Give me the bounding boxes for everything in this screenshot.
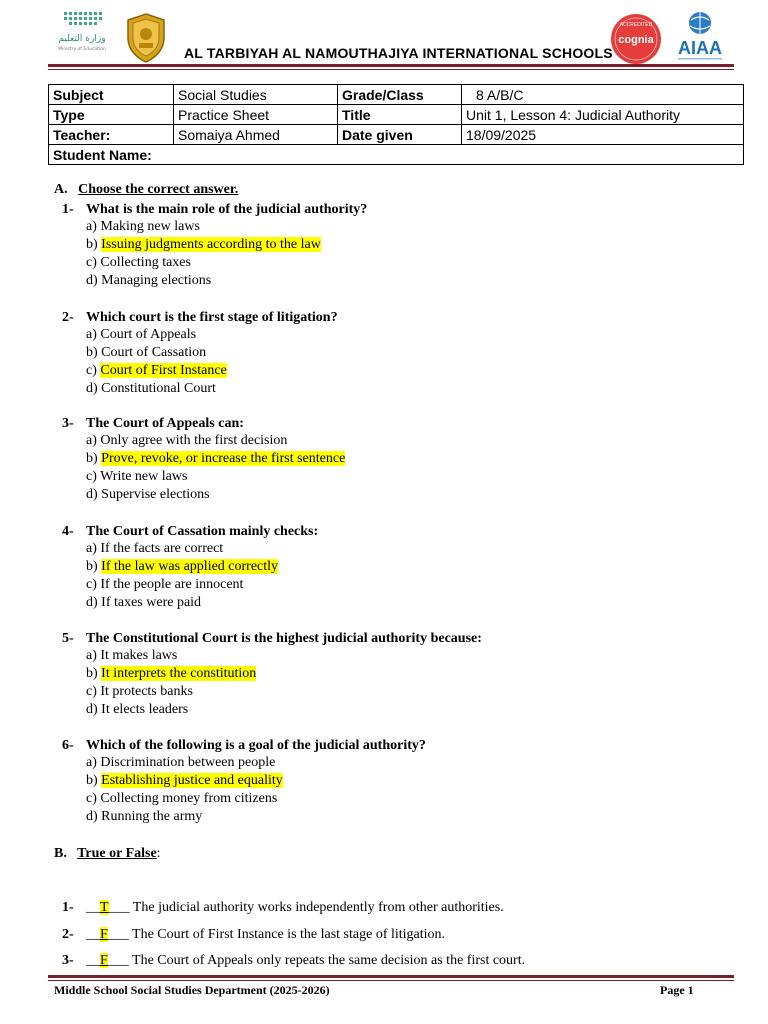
- option-a: a) Only agree with the first decision: [86, 433, 288, 448]
- option-a: a) Making new laws: [86, 219, 200, 234]
- date-value: 18/09/2025: [462, 125, 744, 145]
- option-d: d) If taxes were paid: [86, 595, 202, 610]
- statement-text: The Court of Appeals only repeats the same decision as the first court.: [128, 953, 526, 968]
- option-d: d) Constitutional Court: [86, 381, 216, 396]
- option-b: b) It interprets the constitution: [86, 666, 257, 681]
- question-number: 1-: [62, 202, 74, 217]
- highlighted-answer: T: [100, 900, 109, 915]
- question-4: [62, 524, 742, 612]
- answer-blank-post: ___: [107, 927, 129, 942]
- question-text: What is the main role of the judicial authority?: [86, 202, 368, 217]
- moe-logo-subtext: Ministry of Education: [58, 47, 106, 52]
- option-a: a) It makes laws: [86, 648, 178, 663]
- question-text: The Court of Cassation mainly checks:: [86, 524, 319, 539]
- option-c: c) Write new laws: [86, 469, 188, 484]
- answer-blank-pre: __: [86, 927, 100, 942]
- teacher-value: Somaiya Ahmed: [174, 125, 338, 145]
- item-number: 1-: [62, 900, 74, 915]
- title-value: Unit 1, Lesson 4: Judicial Authority: [462, 105, 744, 125]
- question-text: Which of the following is a goal of the judicial authority?: [86, 738, 426, 753]
- option-d: d) Supervise elections: [86, 487, 210, 502]
- answer-blank-pre: __: [86, 953, 100, 968]
- section-a-heading: [54, 182, 238, 198]
- footer-department: Middle School Social Studies Department (2025-2026): [54, 983, 330, 997]
- true-false-item-2: [62, 927, 445, 943]
- option-c: c) It protects banks: [86, 684, 193, 699]
- aiaa-logo-text: AIAA: [678, 38, 722, 58]
- option-c: c) Collecting taxes: [86, 255, 191, 270]
- section-b-marker: B.: [54, 846, 67, 861]
- option-b: b) Issuing judgments according to the law: [86, 237, 321, 252]
- school-crest-logo: [124, 12, 168, 64]
- section-a-marker: A.: [54, 182, 68, 197]
- info-row-student: [49, 145, 744, 165]
- ministry-of-education-logo: [52, 8, 112, 58]
- highlighted-answer: Issuing judgments according to the law: [101, 237, 321, 252]
- question-3: [62, 416, 742, 504]
- item-number: 2-: [62, 927, 74, 942]
- grade-label: Grade/Class: [338, 85, 462, 105]
- item-number: 3-: [62, 953, 74, 968]
- highlighted-answer: Court of First Instance: [100, 363, 227, 378]
- highlighted-answer: Prove, revoke, or increase the first sentence: [101, 451, 346, 466]
- cognia-accreditation-badge: [606, 13, 666, 65]
- type-value: Practice Sheet: [174, 105, 338, 125]
- school-name: AL TARBIYAH AL NAMOUTHAJIYA INTERNATIONAL SCHOOLS: [184, 45, 613, 61]
- question-text: The Constitutional Court is the highest judicial authority because:: [86, 631, 482, 646]
- question-number: 4-: [62, 524, 74, 539]
- section-a-title: Choose the correct answer.: [78, 182, 239, 197]
- option-b: b) Court of Cassation: [86, 345, 207, 360]
- question-6: [62, 738, 742, 826]
- student-name-label: Student Name:: [49, 145, 744, 165]
- teacher-label: Teacher:: [49, 125, 174, 145]
- option-c: c) Court of First Instance: [86, 363, 227, 378]
- option-a: a) Discrimination between people: [86, 755, 276, 770]
- question-text: The Court of Appeals can:: [86, 416, 244, 431]
- option-c: c) If the people are innocent: [86, 577, 244, 592]
- moe-logo-text: وزارة التعليم: [58, 34, 106, 44]
- true-false-item-1: [62, 900, 504, 916]
- section-b-colon: :: [156, 846, 161, 861]
- statement-text: The Court of First Instance is the last stage of litigation.: [128, 927, 446, 942]
- question-5: [62, 631, 742, 719]
- highlighted-answer: It interprets the constitution: [101, 666, 257, 681]
- cognia-badge-top: ACCREDITED: [619, 22, 653, 28]
- question-2: [62, 310, 742, 398]
- header-rule-thin: [48, 69, 734, 70]
- date-label: Date given: [338, 125, 462, 145]
- question-number: 5-: [62, 631, 74, 646]
- option-d: d) It elects leaders: [86, 702, 189, 717]
- worksheet-info-table: [48, 84, 744, 165]
- type-label: Type: [49, 105, 174, 125]
- aiaa-logo: [672, 10, 728, 64]
- highlighted-answer: F: [100, 927, 108, 942]
- statement-text: The judicial authority works independently from other authorities.: [129, 900, 504, 915]
- answer-blank-post: ___: [108, 900, 130, 915]
- highlighted-answer: F: [100, 953, 108, 968]
- question-number: 6-: [62, 738, 74, 753]
- cognia-badge-main: cognia: [618, 34, 654, 46]
- answer-blank-post: ___: [107, 953, 129, 968]
- true-false-item-3: [62, 953, 525, 969]
- section-b-heading: [54, 846, 161, 862]
- highlighted-answer: If the law was applied correctly: [101, 559, 279, 574]
- header-rule: [48, 64, 734, 67]
- question-number: 2-: [62, 310, 74, 325]
- info-row-subject: [49, 85, 744, 105]
- option-d: d) Managing elections: [86, 273, 212, 288]
- info-row-type: [49, 105, 744, 125]
- option-c: c) Collecting money from citizens: [86, 791, 278, 806]
- grade-value: 8 A/B/C: [462, 85, 744, 105]
- title-label: Title: [338, 105, 462, 125]
- answer-blank-pre: __: [86, 900, 100, 915]
- highlighted-answer: Establishing justice and equality: [101, 773, 283, 788]
- question-text: Which court is the first stage of litigation?: [86, 310, 338, 325]
- option-a: a) If the facts are correct: [86, 541, 224, 556]
- subject-value: Social Studies: [174, 85, 338, 105]
- question-1: [62, 202, 742, 290]
- option-b: b) Prove, revoke, or increase the first sentence: [86, 451, 346, 466]
- info-row-teacher: [49, 125, 744, 145]
- option-b: b) Establishing justice and equality: [86, 773, 283, 788]
- option-a: a) Court of Appeals: [86, 327, 197, 342]
- option-b: b) If the law was applied correctly: [86, 559, 279, 574]
- footer-rule-thin: [48, 980, 734, 981]
- footer-rule: [48, 975, 734, 978]
- footer-page-number: Page 1: [660, 983, 694, 997]
- subject-label: Subject: [49, 85, 174, 105]
- question-number: 3-: [62, 416, 74, 431]
- section-b-title: True or False: [77, 846, 157, 861]
- option-d: d) Running the army: [86, 809, 203, 824]
